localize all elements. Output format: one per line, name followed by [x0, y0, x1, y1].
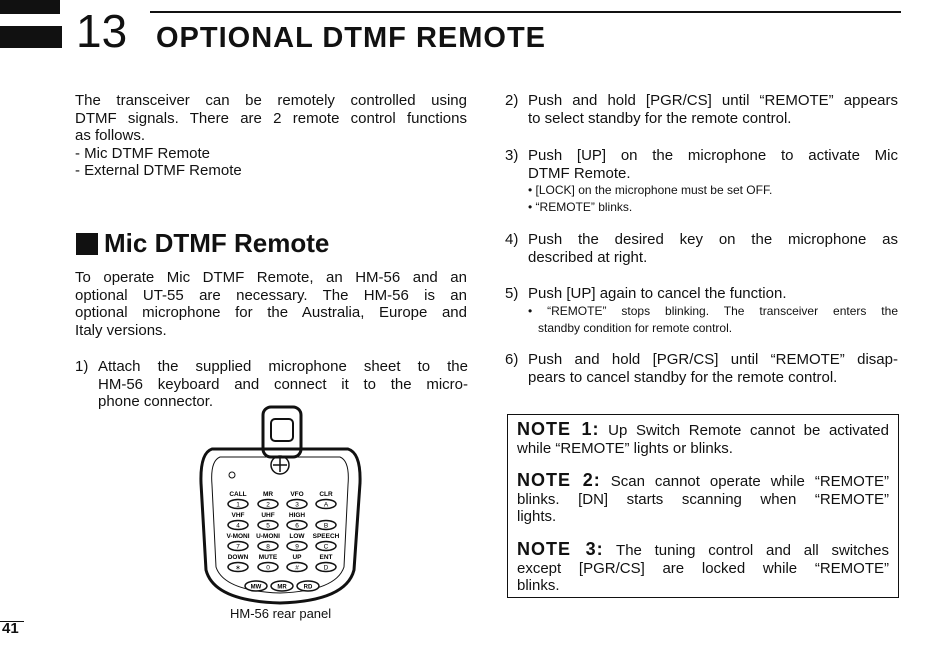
intro-line: as follows. — [75, 127, 146, 145]
keypad-key-label: 7 — [236, 543, 240, 551]
step-line: HM-56 keyboard and connect it to the micro- — [98, 375, 468, 393]
note-line: Up Switch Remote cannot be activated — [608, 422, 889, 439]
step-line: pears to cancel standby for the remote control. — [528, 368, 838, 386]
keypad-key-label: D — [323, 564, 329, 572]
keypad-key-label: C — [323, 543, 329, 551]
key-label: V-MONI — [226, 533, 250, 540]
keypad-key-label: 8 — [266, 543, 270, 551]
step-number: 4) — [505, 231, 519, 248]
key-label: CALL — [229, 491, 247, 498]
chapter-number: 13 — [76, 5, 128, 57]
note-label: NOTE 1: — [517, 419, 600, 439]
note-line: lights. — [517, 508, 557, 526]
keypad-key-label: 0 — [266, 564, 270, 572]
section-body — [75, 269, 467, 339]
step-text — [528, 231, 898, 266]
step-line: DTMF Remote. — [528, 164, 631, 182]
key-label: CLR — [319, 491, 333, 498]
key-label: MUTE — [258, 554, 278, 561]
body-line: optional UT-55 are necessary. The HM-56 is an — [75, 286, 467, 304]
keypad-key-label: 3 — [295, 501, 299, 509]
keypad-key-label: B — [323, 522, 329, 530]
key-label: U-MONI — [256, 533, 280, 540]
figure-caption: HM-56 rear panel — [230, 606, 332, 621]
key-label: ENT — [319, 554, 333, 561]
step-line: to select standby for the remote control. — [528, 109, 792, 127]
keypad-key-label: 1 — [236, 501, 240, 509]
intro-paragraph — [75, 92, 467, 180]
section-heading — [76, 228, 329, 259]
keypad-key-label: 9 — [295, 543, 299, 551]
step-line: Push [UP] again to cancel the function. — [528, 285, 787, 302]
key-label: LOW — [289, 533, 305, 540]
step-text — [528, 92, 898, 127]
header-rule — [150, 11, 901, 13]
step-line: described at right. — [528, 248, 648, 266]
keypad-key-label: # — [295, 564, 299, 572]
step-line: Push and hold [PGR/CS] until “REMOTE” appears — [528, 92, 898, 109]
keypad-key-label: 4 — [236, 522, 240, 530]
page-number: 41 — [2, 620, 19, 637]
key-label: DOWN — [227, 554, 249, 561]
step-line: Push and hold [PGR/CS] until “REMOTE” disap- — [528, 351, 898, 368]
key-label: VHF — [231, 512, 245, 519]
step-bullet: standby condition for remote control. — [538, 320, 733, 335]
step-text — [528, 285, 898, 337]
step-line: phone connector. — [98, 393, 214, 411]
section-title: Mic DTMF Remote — [104, 228, 330, 258]
note-line: The tuning control and all switches — [616, 542, 889, 559]
note-label: NOTE 2: — [517, 470, 601, 490]
chapter-title: OPTIONAL DTMF REMOTE — [156, 22, 547, 54]
step-text — [528, 147, 898, 216]
intro-line: The transceiver can be remotely controlled using — [75, 92, 467, 109]
note-3 — [517, 541, 889, 595]
note-label: NOTE 3: — [517, 539, 604, 559]
step-number: 1) — [75, 358, 89, 375]
key-label: HIGH — [288, 512, 306, 519]
chapter-tab-top — [0, 0, 60, 14]
body-line: To operate Mic DTMF Remote, an HM-56 and an — [75, 269, 467, 286]
step-1-text — [98, 358, 468, 411]
key-label: UHF — [261, 512, 275, 519]
hm56-rear-panel-figure — [196, 405, 376, 605]
keypad-key-label: A — [323, 501, 329, 509]
key-label: UP — [292, 554, 302, 561]
step-number: 6) — [505, 351, 519, 368]
note-line: blinks. — [517, 577, 560, 595]
note-line: while “REMOTE” lights or blinks. — [517, 439, 733, 457]
step-bullet: • “REMOTE” blinks. — [528, 200, 633, 215]
keypad-key-label: 6 — [295, 522, 299, 530]
key-label: SPEECH — [312, 533, 340, 540]
note-2 — [517, 472, 889, 526]
intro-list-item: - External DTMF Remote — [75, 162, 242, 180]
step-bullet: • [LOCK] on the microphone must be set OFF. — [528, 183, 773, 198]
intro-list-item: - Mic DTMF Remote — [75, 144, 210, 162]
chapter-tab-marker — [0, 26, 62, 48]
step-text — [528, 351, 898, 386]
notes-box — [507, 414, 899, 598]
keypad-key-label: 2 — [266, 501, 270, 509]
key-label: VFO — [290, 491, 304, 498]
keypad — [226, 491, 339, 591]
intro-line: DTMF signals. There are 2 remote control functions — [75, 109, 467, 127]
heading-square-icon — [76, 233, 98, 255]
step-line: Push the desired key on the microphone as — [528, 231, 898, 248]
note-1 — [517, 421, 889, 457]
step-number: 5) — [505, 285, 519, 302]
function-key-label: MR — [277, 584, 287, 591]
function-key-label: MW — [250, 584, 262, 591]
key-label: MR — [262, 491, 274, 498]
keypad-key-label: ∗ — [235, 564, 241, 572]
step-number: 2) — [505, 92, 519, 109]
step-number: 3) — [505, 147, 519, 164]
note-line: Scan cannot operate while “REMOTE” — [610, 473, 889, 490]
body-line: Italy versions. — [75, 321, 167, 339]
step-line: Attach the supplied microphone sheet to the — [98, 358, 468, 375]
body-line: optional microphone for the Australia, Europe and — [75, 304, 467, 322]
keypad-key-label: 5 — [266, 522, 270, 530]
function-key-label: RD — [303, 584, 313, 591]
note-line: except [PGR/CS] are locked while “REMOTE” — [517, 559, 889, 577]
note-line: blinks. [DN] starts scanning when “REMOTE” — [517, 490, 889, 508]
step-bullet: • “REMOTE” stops blinking. The transceiver enters the — [528, 303, 898, 318]
step-line: Push [UP] on the microphone to activate Mic — [528, 147, 898, 164]
